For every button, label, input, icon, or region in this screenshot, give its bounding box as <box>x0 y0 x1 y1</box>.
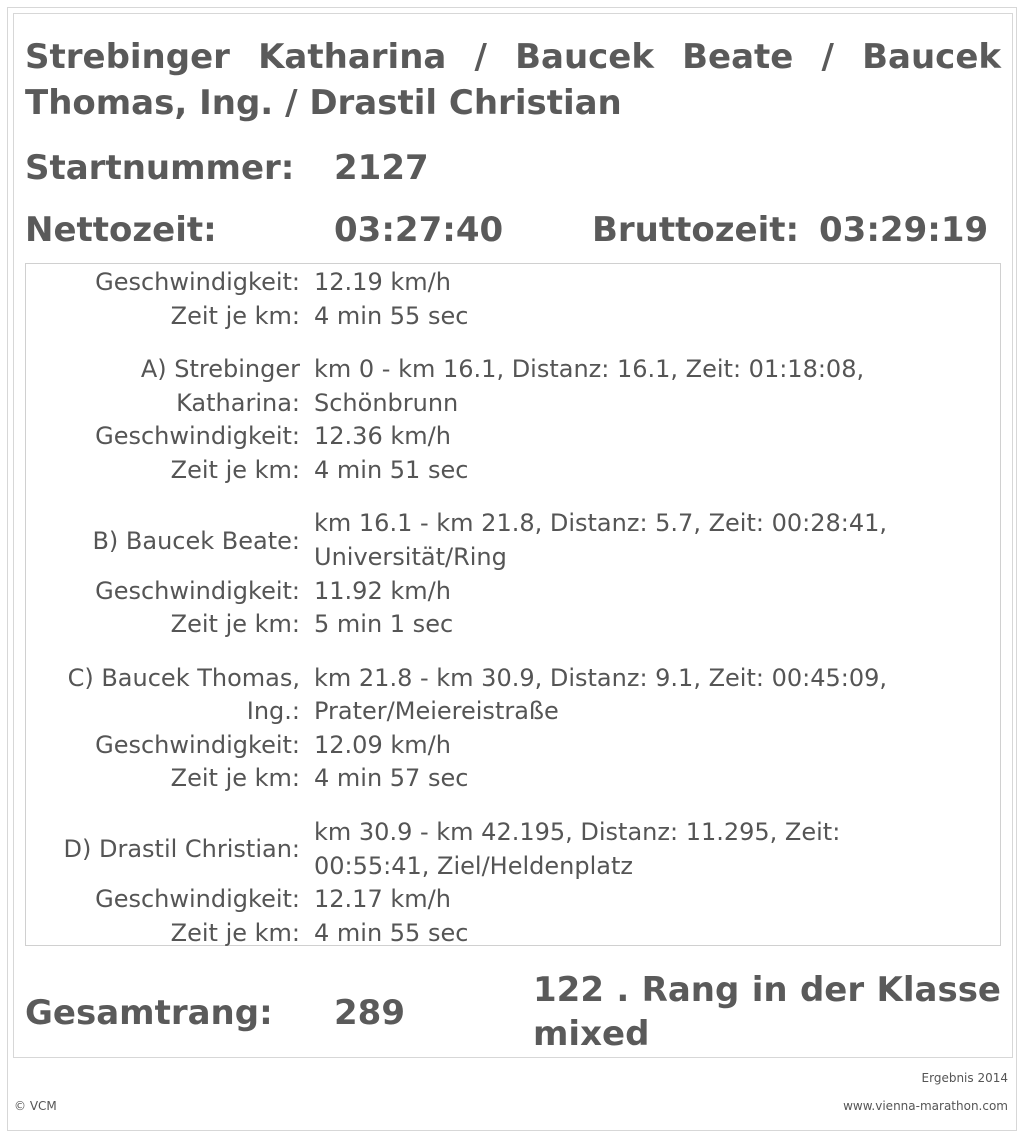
segment-b-speed-label: Geschwindigkeit: <box>95 576 300 605</box>
segment-d-speed: 12.17 km/h <box>314 885 451 913</box>
segment-a-name-line1: A) Strebinger <box>140 355 300 383</box>
bruttozeit-value: 03:29:19 <box>819 210 989 250</box>
segment-a-pace-label: Zeit je km: <box>170 455 300 484</box>
segment-a-pace-row <box>26 454 1000 488</box>
summary-speed-value: 12.19 km/h <box>314 268 451 296</box>
klassenrang: 122 . Rang in der Klasse mixed <box>533 970 1001 1054</box>
segment-a-pace: 4 min 51 sec <box>314 455 469 484</box>
segment-a-info-line1: km 0 - km 16.1, Distanz: 16.1, Zeit: 01:18:08, <box>314 355 865 383</box>
footer-copyright: © VCM <box>14 1099 57 1113</box>
segment-b-info-line1: km 16.1 - km 21.8, Distanz: 5.7, Zeit: 00:28:41, <box>314 509 887 537</box>
segment-c-speed: 12.09 km/h <box>314 730 451 759</box>
split-details <box>25 263 1001 946</box>
segment-d-pace-label: Zeit je km: <box>170 918 300 947</box>
segment-b-info-line2: Universität/Ring <box>314 543 507 571</box>
segment-c-name-line2: Ing.: <box>246 697 300 725</box>
segment-d-pace-row <box>26 917 1000 951</box>
bruttozeit-label: Bruttozeit: <box>592 210 800 250</box>
result-page <box>7 7 1017 1131</box>
segment-d-speed-row <box>26 883 1000 917</box>
summary-speed-label: Geschwindigkeit: <box>95 268 300 296</box>
nettozeit-label: Nettozeit: <box>25 210 217 250</box>
segment-d-info-line2: 00:55:41, Ziel/Heldenplatz <box>314 851 633 880</box>
summary-pace-label: Zeit je km: <box>170 301 300 330</box>
segment-a-speed-row <box>26 420 1000 454</box>
summary-pace-row <box>26 300 1000 334</box>
segment-d-speed-label: Geschwindigkeit: <box>95 885 300 913</box>
startnummer-label: Startnummer: <box>25 148 295 188</box>
segment-c-info-line2: Prater/Meiereistraße <box>314 697 559 725</box>
team-names: Strebinger Katharina / Baucek Beate / Baucek Thomas, Ing. / Drastil Christian <box>25 37 1001 123</box>
segment-c-speed-label: Geschwindigkeit: <box>95 730 300 759</box>
segment-a-row1 <box>26 353 1000 387</box>
segment-d-info-line1: km 30.9 - km 42.195, Distanz: 11.295, Zeit: <box>314 817 841 846</box>
segment-a-speed: 12.36 km/h <box>314 422 451 450</box>
segment-c-info-line1: km 21.8 - km 30.9, Distanz: 9.1, Zeit: 00:45:09, <box>314 663 887 692</box>
gesamtrang-value: 289 <box>334 993 405 1033</box>
segment-b-pace: 5 min 1 sec <box>314 610 454 638</box>
segment-d-pace: 4 min 55 sec <box>314 918 469 947</box>
segment-c-row1 <box>26 662 1000 696</box>
segment-b-pace-label: Zeit je km: <box>170 610 300 638</box>
result-card <box>13 13 1013 1058</box>
segment-b-name-line2: B) Baucek Beate: <box>92 526 300 555</box>
gesamtrang-label: Gesamtrang: <box>25 993 273 1033</box>
segment-a-info-line2: Schönbrunn <box>314 388 459 417</box>
segment-c-speed-row <box>26 729 1000 763</box>
segment-d-row3 <box>26 850 1000 884</box>
segment-d-name-line2: D) Drastil Christian: <box>63 835 300 863</box>
segment-a-row2 <box>26 387 1000 421</box>
segment-b-pace-row <box>26 608 1000 642</box>
segment-c-pace-label: Zeit je km: <box>170 764 300 792</box>
startnummer-value: 2127 <box>334 148 429 188</box>
summary-speed-row <box>26 266 1000 300</box>
footer-year: Ergebnis 2014 <box>921 1071 1008 1085</box>
nettozeit-value: 03:27:40 <box>334 210 504 250</box>
summary-pace-value: 4 min 55 sec <box>314 301 469 330</box>
segment-b-row3 <box>26 541 1000 575</box>
segment-a-speed-label: Geschwindigkeit: <box>95 422 300 450</box>
segment-b-speed-row <box>26 575 1000 609</box>
segment-b-speed: 11.92 km/h <box>314 576 451 605</box>
segment-c-row2 <box>26 695 1000 729</box>
segment-c-name-line1: C) Baucek Thomas, <box>67 663 300 692</box>
segment-c-pace-row <box>26 762 1000 796</box>
footer-url[interactable]: www.vienna-marathon.com <box>843 1099 1008 1113</box>
segment-c-pace: 4 min 57 sec <box>314 764 469 792</box>
segment-a-name-line2: Katharina: <box>176 388 300 417</box>
